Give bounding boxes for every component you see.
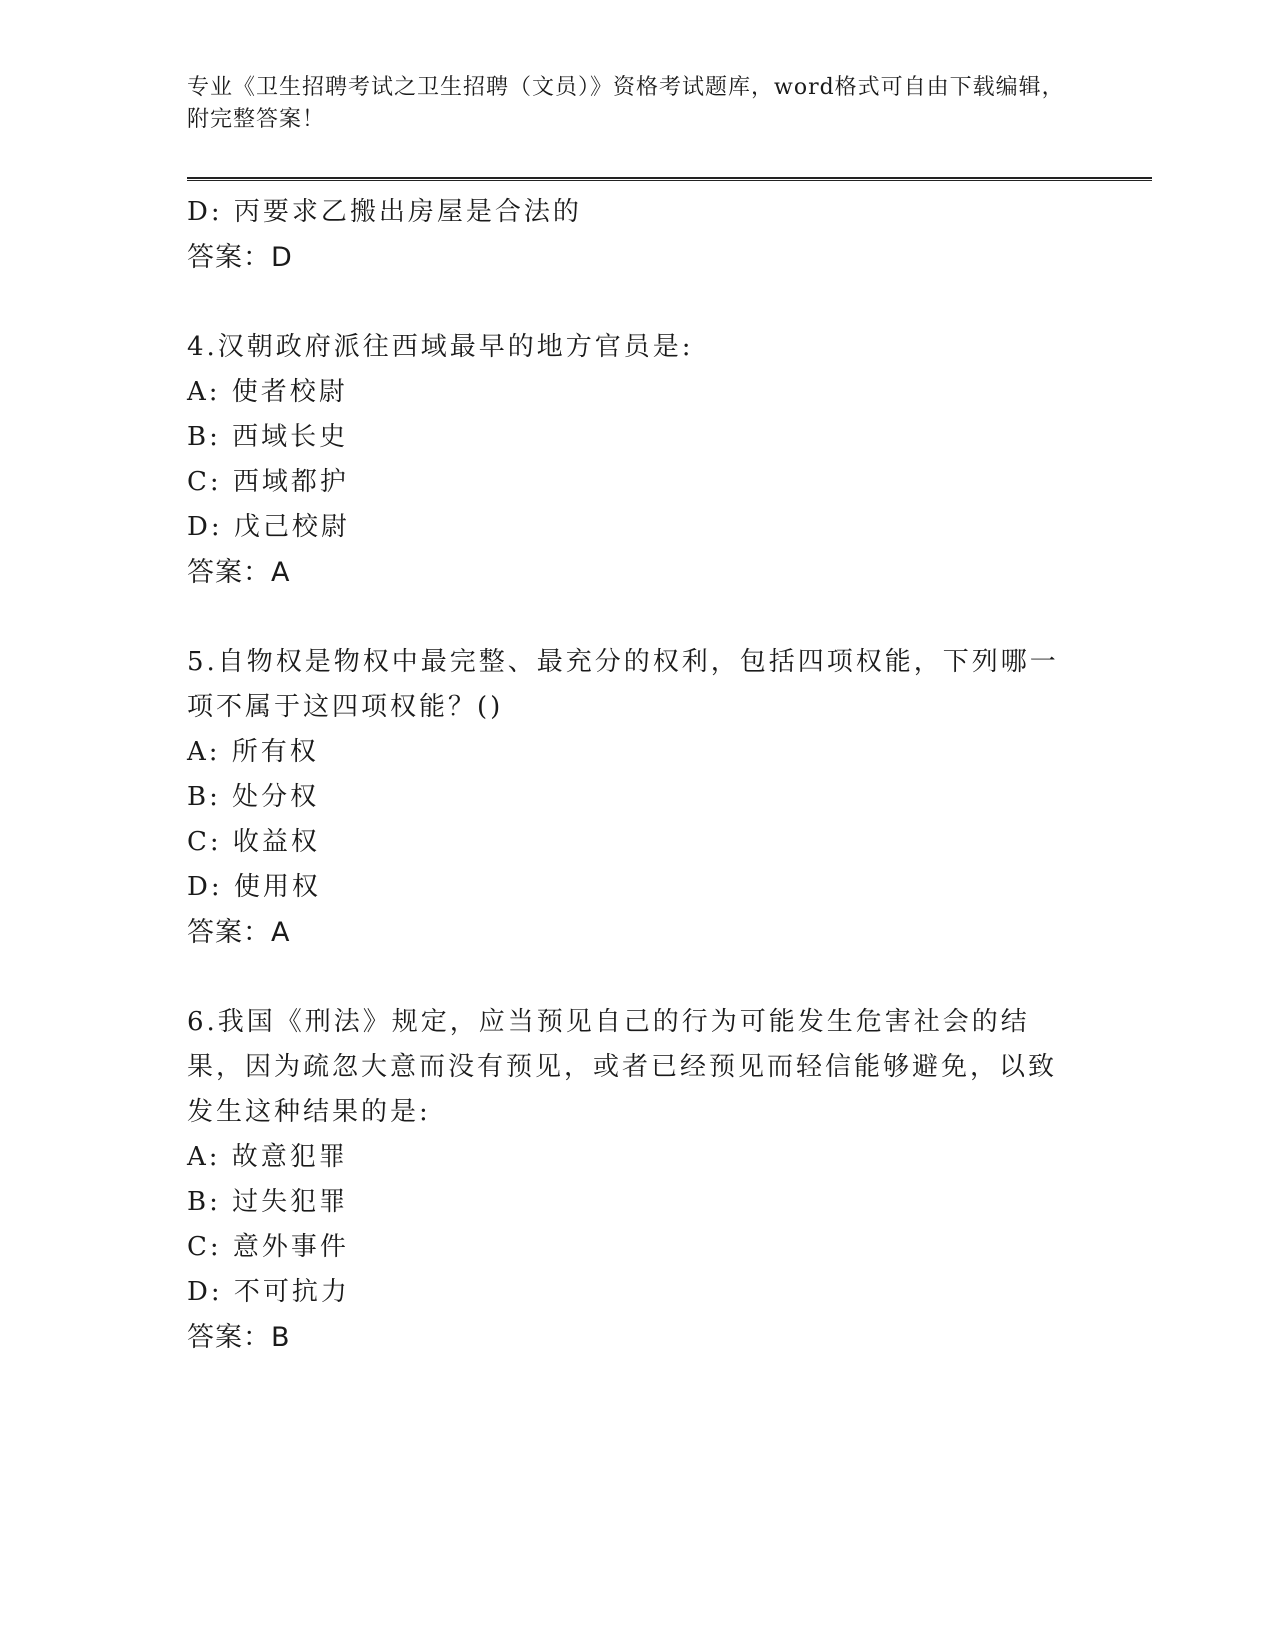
question-6-option-a: A: 故意犯罪 — [187, 1142, 348, 1172]
question-4 — [187, 325, 1067, 595]
question-6-answer: 答案：B — [187, 1322, 291, 1353]
question-6-option-c: C: 意外事件 — [187, 1232, 349, 1262]
spacer — [187, 955, 1067, 1000]
document-body — [187, 190, 1067, 1360]
question-5-option-d: D: 使用权 — [187, 872, 321, 902]
question-3-answer: 答案：D — [187, 242, 293, 273]
question-6-option-b: B: 过失犯罪 — [187, 1187, 349, 1217]
spacer — [187, 595, 1067, 640]
question-4-option-b: B: 西域长史 — [187, 422, 349, 452]
question-6 — [187, 1000, 1067, 1360]
question-5-text: 5.自物权是物权中最完整、最充分的权利，包括四项权能，下列哪一项不属于这四项权能？() — [187, 647, 1059, 722]
spacer — [187, 280, 1067, 325]
question-5-option-c: C: 收益权 — [187, 827, 320, 857]
question-5-answer: 答案：A — [187, 917, 291, 948]
question-6-text: 6.我国《刑法》规定，应当预见自己的行为可能发生危害社会的结果，因为疏忽大意而没有预见，或者已经预见而轻信能够避免，以致发生这种结果的是: — [187, 1007, 1058, 1127]
header-divider — [187, 177, 1152, 181]
question-5 — [187, 640, 1067, 955]
question-6-option-d: D: 不可抗力 — [187, 1277, 350, 1307]
question-4-option-c: C: 西域都护 — [187, 467, 349, 497]
question-4-option-d: D: 戊己校尉 — [187, 512, 350, 542]
question-3-option-d: D: 丙要求乙搬出房屋是合法的 — [187, 197, 582, 227]
question-5-option-a: A: 所有权 — [187, 737, 319, 767]
question-5-option-b: B: 处分权 — [187, 782, 320, 812]
question-4-answer: 答案：A — [187, 557, 291, 588]
question-4-option-a: A: 使者校尉 — [187, 377, 348, 407]
question-4-text: 4.汉朝政府派往西域最早的地方官员是: — [187, 332, 694, 362]
page-header: 专业《卫生招聘考试之卫生招聘（文员）》资格考试题库，word格式可自由下载编辑，附完整答案！ — [187, 75, 1065, 132]
